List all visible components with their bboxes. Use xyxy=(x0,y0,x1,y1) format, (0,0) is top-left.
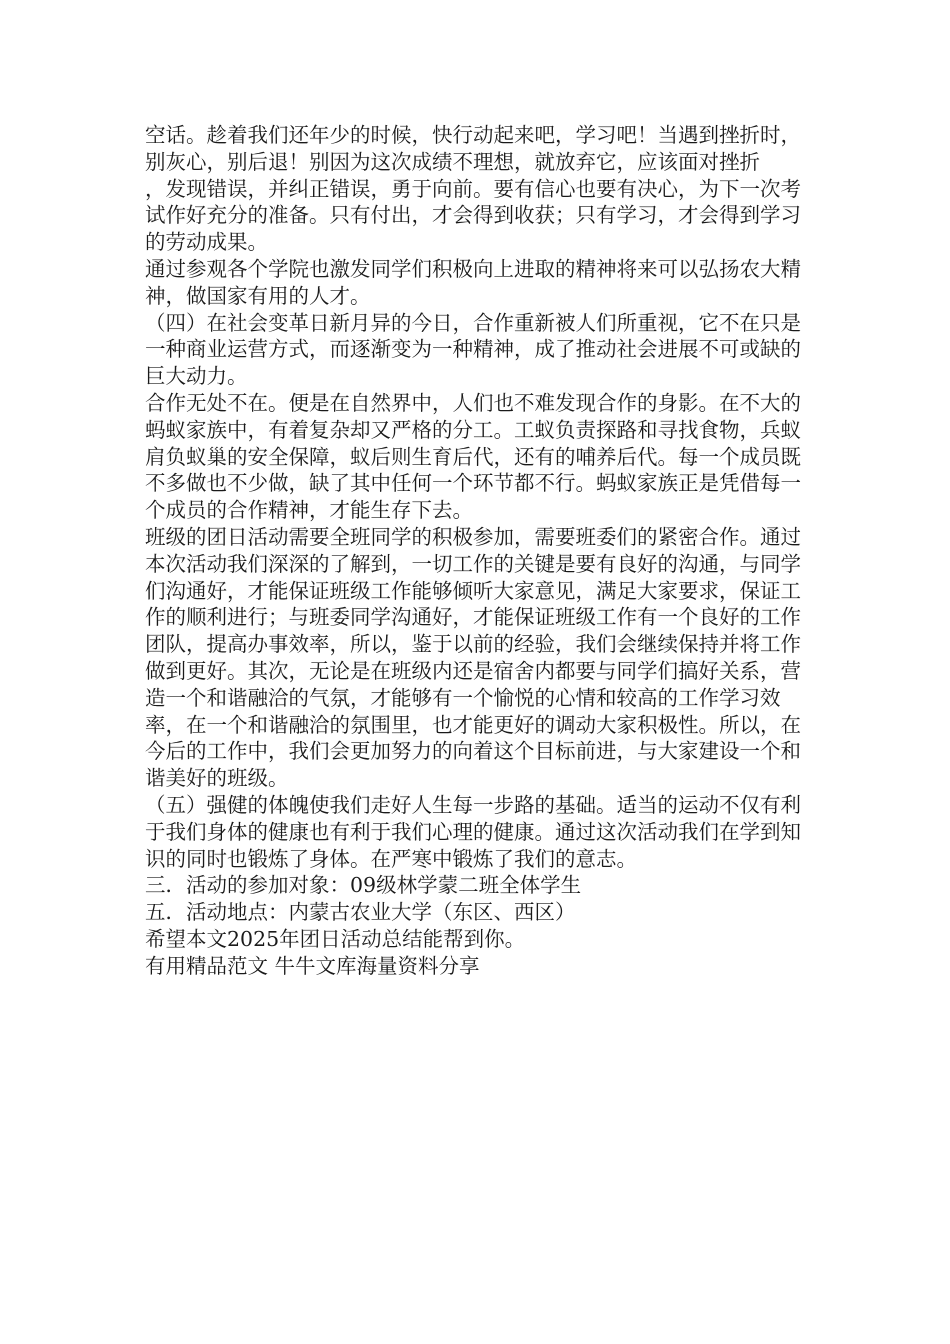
document-body xyxy=(145,122,810,980)
paragraph-participants: 三．活动的参加对象：09级林学蒙二班全体学生 xyxy=(145,873,582,898)
paragraph-closing-note: 希望本文2025年团日活动总结能帮到你。 xyxy=(145,926,526,951)
paragraph-ant-cooperation: 合作无处不在。便是在自然界中，人们也不难发现合作的身影。在不大的蚂蚁家族中，有着复杂却又严格的分工。工蚁负责探路和寻找食物，兵蚁肩负蚁巢的安全保障，蚁后则生育后代，还有的哺养后代。每一个成员既不多做也不少做，缺了其中任何一个环节都不行。蚂蚁家族正是凭借每一个成员的合作精神，才能生存下去。 xyxy=(145,390,801,523)
paragraph-class-activity: 班级的团日活动需要全班同学的积极参加，需要班委们的紧密合作。通过本次活动我们深深的了解到，一切工作的关键是要有良好的沟通，与同学们沟通好，才能保证班级工作能够倾听大家意见，满足大家要求，保证工作的顺利进行；与班委同学沟通好，才能保证班级工作有一个良好的工作团队，提高办事效率，所以，鉴于以前的经验，我们会继续保持并将工作做到更好。其次，无论是在班级内还是宿舍内都要与同学们搞好关系，营造一个和谐融洽的气氛，才能够有一个愉悦的心情和较高的工作学习效率，在一个和谐融洽的氛围里，也才能更好的调动大家积极性。所以，在今后的工作中，我们会更加努力的向着这个目标前进，与大家建设一个和谐美好的班级。 xyxy=(145,524,801,791)
paragraph-college-visit: 通过参观各个学院也激发同学们积极向上进取的精神将来可以弘扬农大精神，做国家有用的人才。 xyxy=(145,256,801,308)
paragraph-section-five: （五）强健的体魄使我们走好人生每一步路的基础。适当的运动不仅有利于我们身体的健康也有利于我们心理的健康。通过这次活动我们在学到知识的同时也锻炼了身体。在严寒中锻炼了我们的意志。 xyxy=(145,792,801,871)
paragraph-footer-tagline: 有用精品范文 牛牛文库海量资料分享 xyxy=(145,953,480,978)
paragraph-section-four: （四）在社会变革日新月异的今日，合作重新被人们所重视，它不在只是一种商业运营方式，而逐渐变为一种精神，成了推动社会进展不可或缺的巨大动力。 xyxy=(145,310,801,389)
paragraph-location: 五．活动地点：内蒙古农业大学（东区、西区） xyxy=(145,900,576,925)
paragraph-study-encouragement: 空话。趁着我们还年少的时候，快行动起来吧，学习吧！当遇到挫折时，别灰心，别后退！别因为这次成绩不理想，就放弃它，应该面对挫折 xyxy=(145,123,801,174)
paragraph-correct-mistakes: ，发现错误，并纠正错误，勇于向前。要有信心也要有决心，为下一次考试作好充分的准备。只有付出，才会得到收获；只有学习，才会得到学习的劳动成果。 xyxy=(145,176,801,255)
